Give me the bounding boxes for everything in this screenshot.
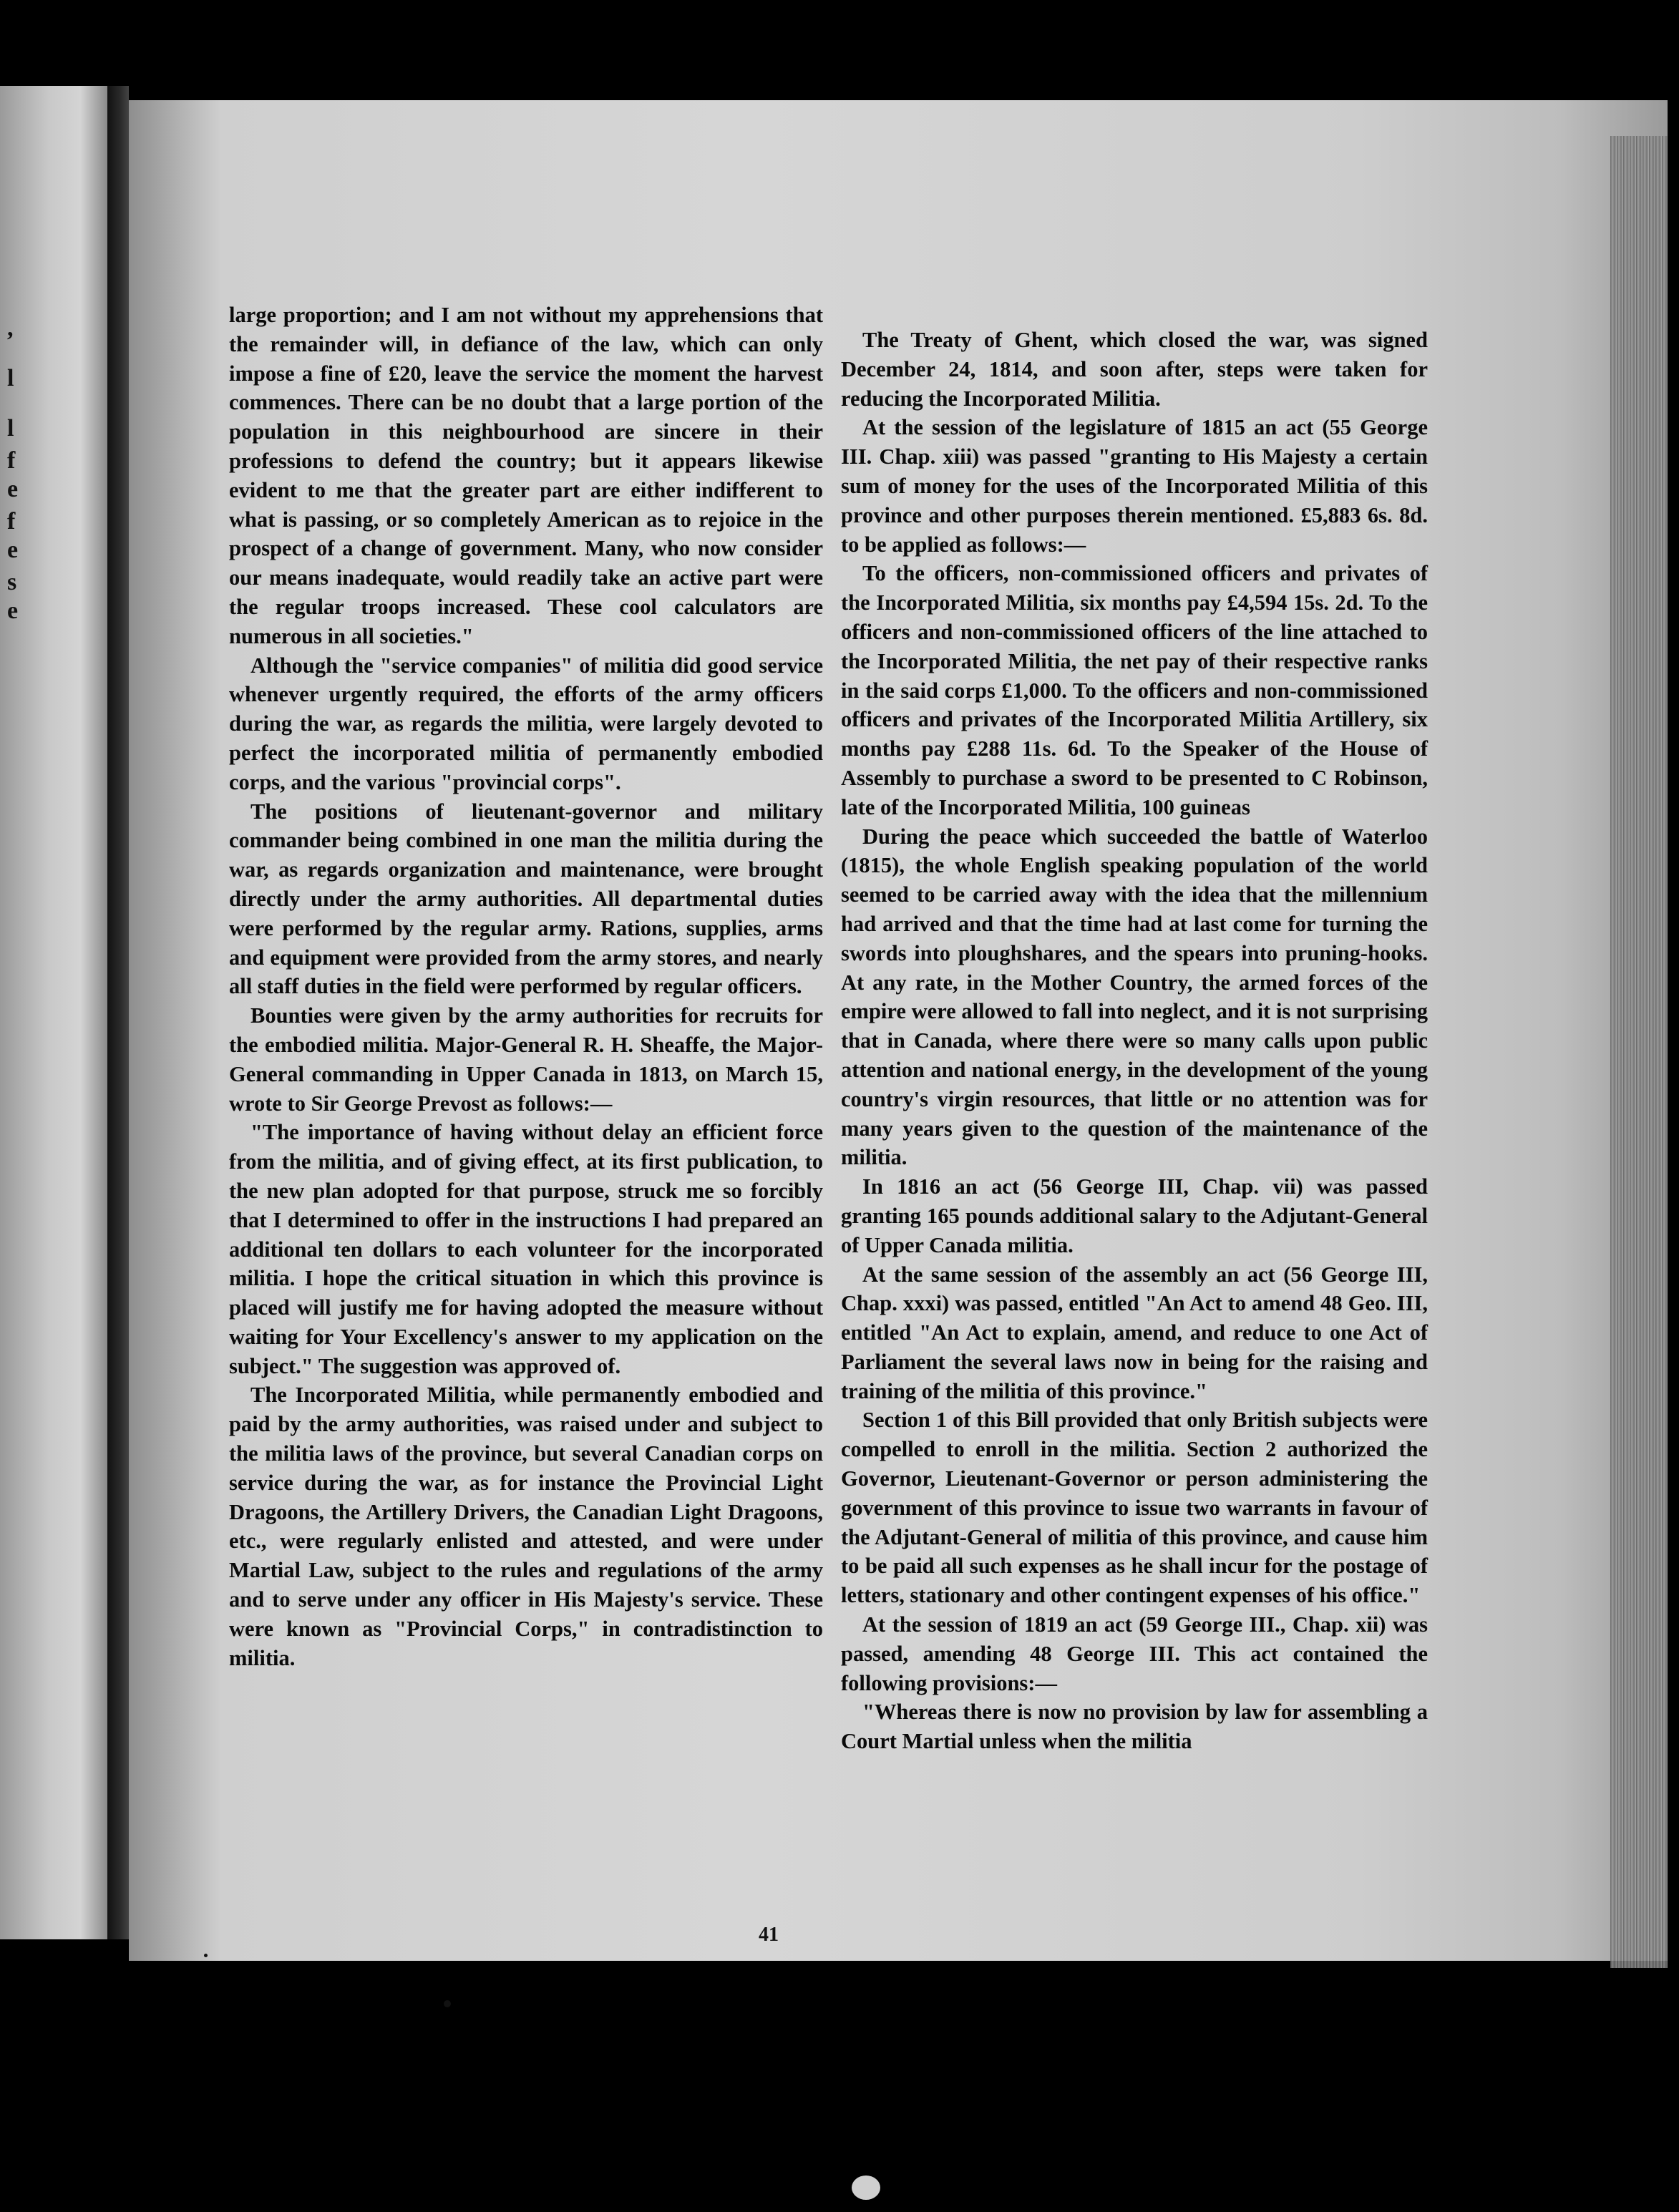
edge-mark: e: [7, 537, 19, 563]
edge-mark: l: [7, 365, 14, 391]
edge-mark: f: [7, 508, 16, 535]
book-gutter: [107, 86, 129, 1939]
page-number: 41: [759, 1924, 779, 1946]
paragraph: Bounties were given by the army authorities for recruits for the embodied militia. Major-General R. H. Sheaffe, the Major-General commanding in Upper Canada in 1813, on March 15, wrote to Sir George Prevost as follows:—: [229, 1003, 823, 1116]
edge-mark: s: [7, 569, 17, 595]
paragraph: At the same session of the assembly an act (56 George III, Chap. xxxi) was passed, entitled "An Act to amend 48 Geo. III, entitled "An Act to explain, amend, and reduce to one Act of Parliament the several laws now in being for the raising and training of the militia of this province.": [841, 1262, 1428, 1403]
left-text-column: [229, 301, 823, 1672]
edge-mark: e: [7, 476, 19, 502]
page-edge-stack: [1610, 136, 1668, 1968]
paragraph: To the officers, non-commissioned officers and privates of the Incorporated Militia, six months pay £4,594 15s. 2d. To the officers and non-commissioned officers of the line attached to the Incorporated Militia, the net pay of their respective ranks in the said corps £1,000. To the officers and non-commissioned officers and privates of the Incorporated Militia Artillery, six months pay £288 11s. 6d. To the Speaker of the House of Assembly to purchase a sword to be presented to C Robinson, late of the Incorporated Militia, 100 guineas: [841, 561, 1428, 819]
edge-mark: f: [7, 447, 16, 474]
right-text-column: [841, 326, 1428, 1756]
edge-mark: ,: [7, 315, 14, 341]
paragraph: In 1816 an act (56 George III, Chap. vii) was passed granting 165 pounds additional salary to the Adjutant-General of Upper Canada militia.: [841, 1174, 1428, 1257]
paragraph: The positions of lieutenant-governor and military commander being combined in one man the militia during the war, as regards organization and maintenance, were brought directly under the army authorities. All departmental duties were performed by the regular army. Rations, supplies, arms and equipment were provided from the army stores, and nearly all staff duties in the field were performed by regular officers.: [229, 799, 823, 999]
film-blemish: [852, 2176, 880, 2200]
paragraph: The Incorporated Militia, while permanently embodied and paid by the army authorities, was raised under and subject to the militia laws of the province, but several Canadian corps on service during the war, as for instance the Provincial Light Dragoons, the Artillery Drivers, the Canadian Light Dragoons, etc., were regularly enlisted and attested, and were under Martial Law, subject to the rules and regulations of the army and to serve under any officer in His Majesty's service. These were known as "Provincial Corps," in contradistinction to militia.: [229, 1383, 823, 1670]
paragraph: Section 1 of this Bill provided that only British subjects were compelled to enroll in the militia. Section 2 authorized the Governor, Lieutenant-Governor or person administering the government of this province to issue two warrants in favour of the Adjutant-General of militia of this province, and cause him to be paid all such expenses as he shall incur for the postage of letters, stationary and other contingent expenses of his office.": [841, 1408, 1428, 1608]
edge-mark: e: [7, 598, 19, 624]
ink-speck: [444, 2000, 451, 2007]
paragraph: During the peace which succeeded the battle of Waterloo (1815), the whole English speaking population of the world seemed to be carried away with the idea that the millennium had arrived and that the time had at last come for turning the swords into ploughshares, and the spears into pruning-hooks. At any rate, in the Mother Country, the armed forces of the empire were allowed to fall into neglect, and it is not surprising that in Canada, where there were so many calls upon public attention and national energy, in the development of the young country's virgin resources, that little or no attention was for many years given to the question of the maintenance of the militia.: [841, 824, 1428, 1170]
quoted-act: "Whereas there is now no provision by law for assembling a Court Martial unless when the militia: [841, 1700, 1428, 1754]
ink-speck: [204, 1954, 208, 1957]
paragraph: large proportion; and I am not without my apprehensions that the remainder will, in defiance of the law, which can only impose a fine of £20, leave the service the moment the harvest commences. There can be no doubt that a large portion of the population in this neighbourhood are sincere in their professions to defend the country; but it appears likewise evident to me that the greater part are either indifferent to what is passing, or so completely American as to rejoice in the prospect of a change of government. Many, who now consider our means inadequate, would readily take an active part were the regular troops increased. These cool calculators are numerous in all societies.": [229, 303, 823, 648]
paragraph: Although the "service companies" of militia did good service whenever urgently required, the efforts of the army officers during the war, as regards the militia, were largely devoted to perfect the incorporated militia of permanently embodied corps, and the various "provincial corps".: [229, 653, 823, 794]
edge-mark: l: [7, 415, 14, 442]
quoted-letter: "The importance of having without delay an efficient force from the militia, and of giving effect, at its first publication, to the new plan adopted for that purpose, struck me so forcibly that I determined to offer in the instructions I had prepared an additional ten dollars to each volunteer for the incorporated militia. I hope the critical situation in which this province is placed will justify me for having adopted the measure without waiting for Your Excellency's answer to my application on the subject." The suggestion was approved of.: [229, 1120, 823, 1378]
paragraph: The Treaty of Ghent, which closed the war, was signed December 24, 1814, and soon after, steps were taken for reducing the Incorporated Militia.: [841, 328, 1428, 411]
left-page-edge: [0, 86, 107, 1939]
paragraph: At the session of the legislature of 1815 an act (55 George III. Chap. xiii) was passed "granting to His Majesty a certain sum of money for the uses of the Incorporated Militia of this province and other purposes therein mentioned. £5,883 6s. 8d. to be applied as follows:—: [841, 415, 1428, 557]
paragraph: At the session of 1819 an act (59 George III., Chap. xii) was passed, amending 48 George III. This act contained the following provisions:—: [841, 1612, 1428, 1695]
